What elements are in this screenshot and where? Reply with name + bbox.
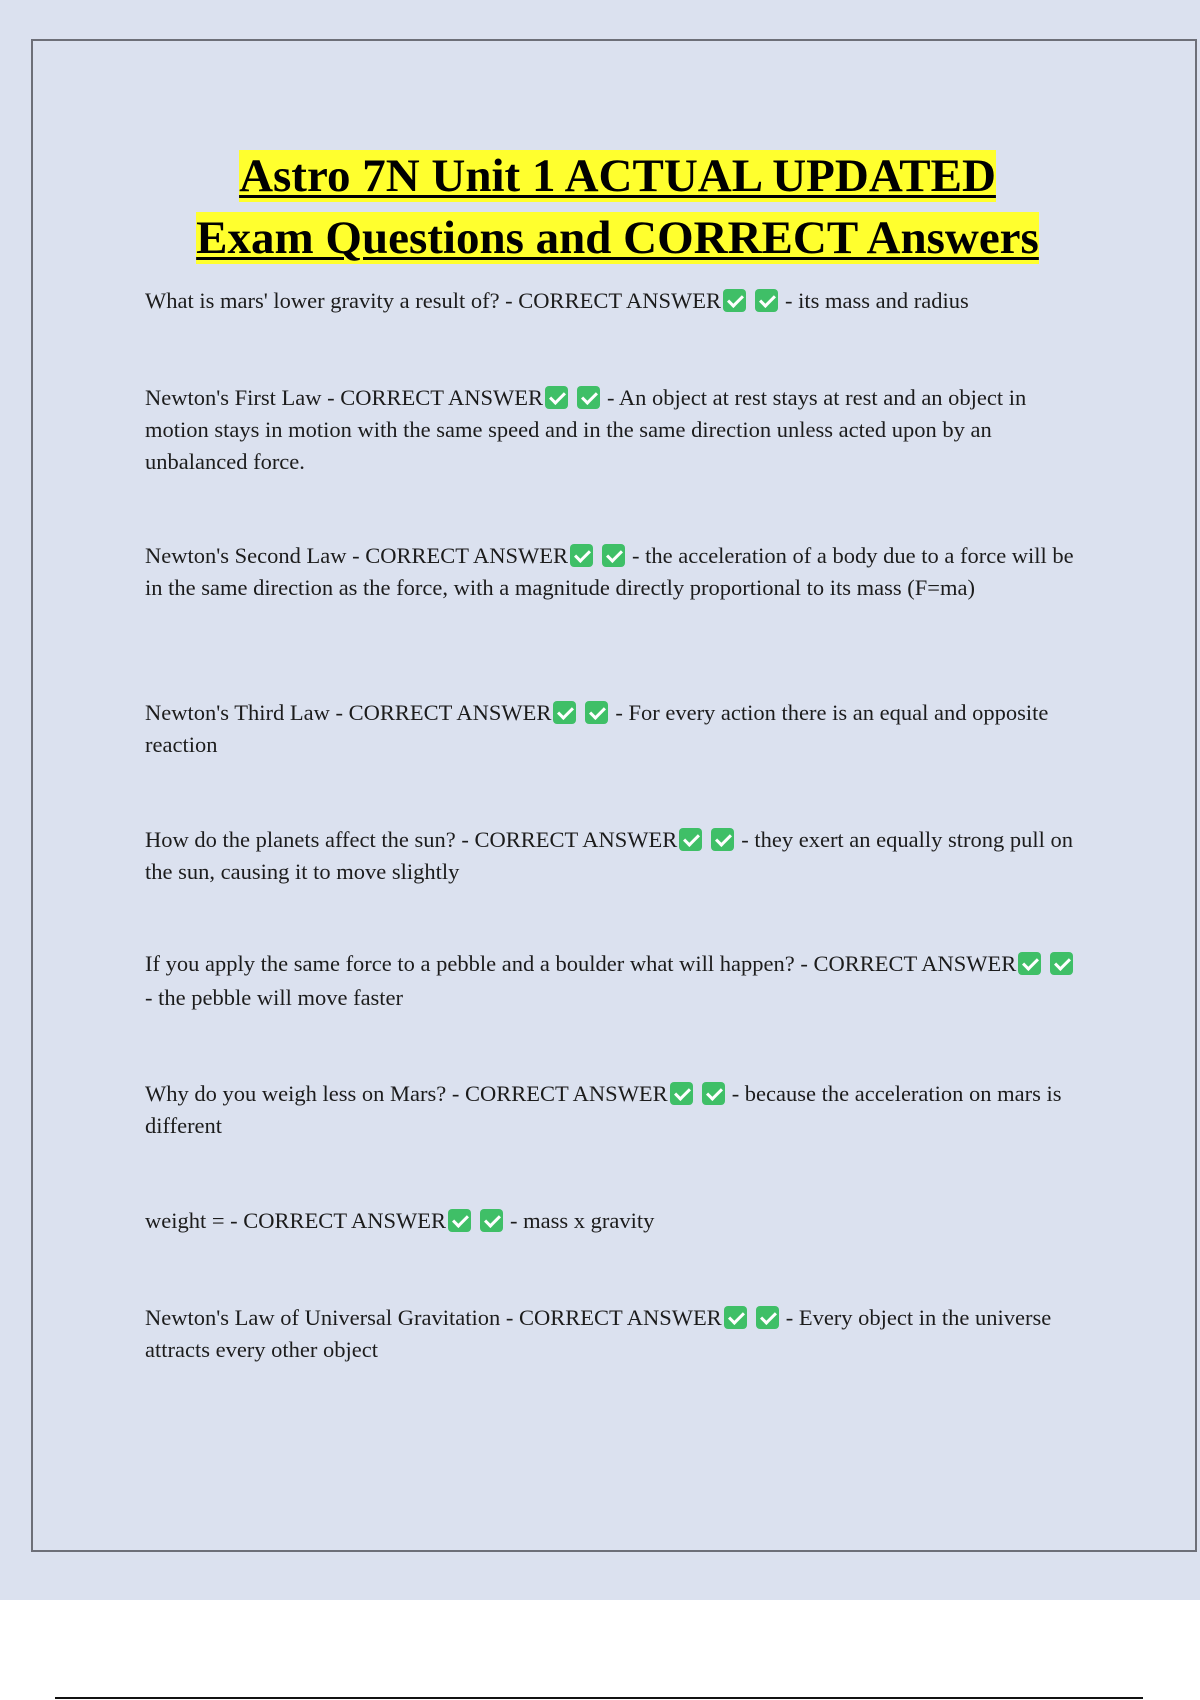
document-title (60, 145, 1175, 269)
qa-item (145, 1302, 1085, 1366)
qa-item (145, 382, 1085, 478)
check-icon (679, 828, 702, 851)
qa-item (145, 1078, 1085, 1142)
question-text: Why do you weigh less on Mars? - CORRECT ANSWER (145, 1081, 668, 1106)
question-text: weight = - CORRECT ANSWER (145, 1208, 447, 1233)
question-text: Newton's Second Law - CORRECT ANSWER (145, 543, 568, 568)
check-icon (756, 1306, 779, 1329)
check-icon (577, 386, 600, 409)
answer-text: - An object at rest stays at rest and an object in motion stays in motion with the same speed and in the same direction unless acted upon by an unbalanced force. (145, 385, 1027, 474)
check-icon (545, 386, 568, 409)
qa-item (145, 697, 1085, 761)
answer-text: - the pebble will move faster (145, 985, 404, 1010)
check-icon (602, 544, 625, 567)
question-text: Newton's Third Law - CORRECT ANSWER (145, 700, 552, 725)
qa-item (145, 947, 1085, 1015)
question-text: How do the planets affect the sun? - CORRECT ANSWER (145, 827, 678, 852)
question-text: If you apply the same force to a pebble and a boulder what will happen? - CORRECT ANSWER (145, 951, 1017, 976)
qa-item (145, 540, 1085, 604)
title-line-2: Exam Questions and CORRECT Answers (196, 212, 1039, 264)
question-text: Newton's First Law - CORRECT ANSWER (145, 385, 544, 410)
check-icon (480, 1209, 503, 1232)
check-icon (585, 701, 608, 724)
answer-text: - the acceleration of a body due to a force will be in the same direction as the force, with a magnitude directly proportional to its mass (F=ma) (145, 543, 1074, 600)
question-text: What is mars' lower gravity a result of? - CORRECT ANSWER (145, 288, 722, 313)
answer-text: - they exert an equally strong pull on the sun, causing it to move slightly (145, 827, 1074, 884)
qa-item (145, 824, 1085, 888)
qa-item (145, 285, 1085, 317)
question-text: Newton's Law of Universal Gravitation - CORRECT ANSWER (145, 1305, 722, 1330)
check-icon (755, 289, 778, 312)
title-line-1: Astro 7N Unit 1 ACTUAL UPDATED (239, 150, 996, 202)
answer-text: - because the acceleration on mars is different (145, 1081, 1062, 1138)
answer-text: - For every action there is an equal and opposite reaction (145, 700, 1049, 757)
answer-text: - Every object in the universe attracts every other object (145, 1305, 1052, 1362)
check-icon (448, 1209, 471, 1232)
check-icon (1050, 952, 1073, 975)
bottom-rule (55, 1697, 1143, 1699)
answer-text: - its mass and radius (785, 288, 969, 313)
answer-text: - mass x gravity (510, 1208, 655, 1233)
check-icon (1018, 952, 1041, 975)
qa-item (145, 1205, 1085, 1237)
check-icon (711, 828, 734, 851)
check-icon (702, 1082, 725, 1105)
check-icon (670, 1082, 693, 1105)
check-icon (724, 1306, 747, 1329)
check-icon (570, 544, 593, 567)
check-icon (723, 289, 746, 312)
check-icon (553, 701, 576, 724)
